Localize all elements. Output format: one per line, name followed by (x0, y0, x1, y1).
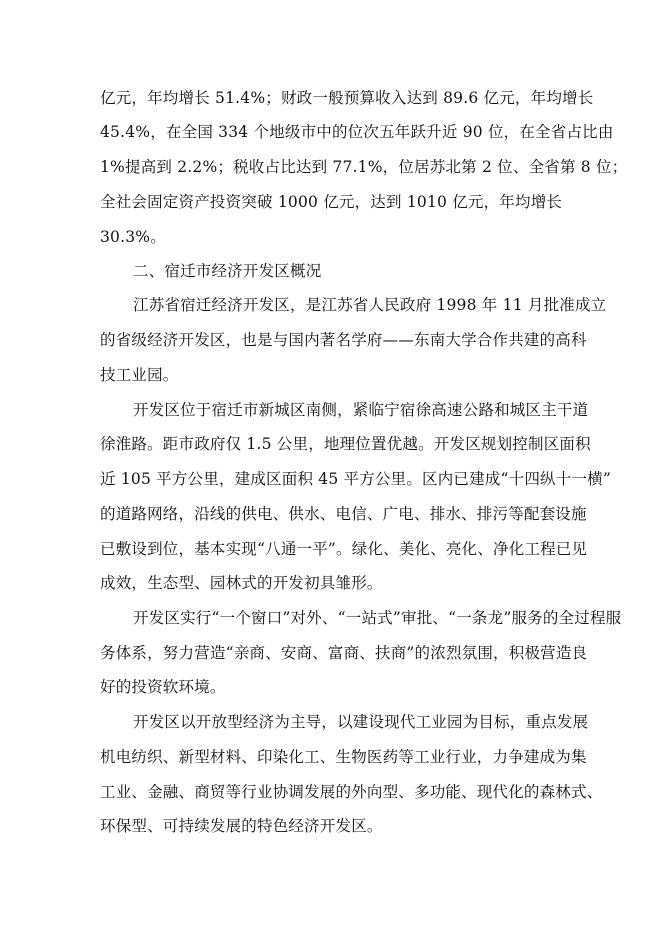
para5-line: 工业、金融、商贸等行业协调发展的外向型、多功能、现代化的森林式、 (100, 783, 603, 801)
section-heading: 二、宿迁市经济开发区概况 (133, 262, 322, 280)
para2-line: 技工业园。 (100, 366, 179, 384)
para4-line: 开发区实行“一个窗口”对外、“一站式”审批、“一条龙”服务的全过程服 (133, 609, 622, 627)
para3-line: 成效，生态型、园林式的开发初具雏形。 (100, 574, 383, 592)
para3-line: 已敷设到位，基本实现“八通一平”。绿化、美化、亮化、净化工程已见 (100, 540, 588, 558)
para4-line: 好的投资软环境。 (100, 678, 226, 696)
para4-line: 务体系，努力营造“亲商、安商、富商、扶商”的浓烈氛围，积极营造良 (100, 644, 588, 662)
para1-line: 1%提高到 2.2%；税收占比达到 77.1%，位居苏北第 2 位、全省第 8 位； (100, 158, 628, 176)
para1-line: 45.4%，在全国 334 个地级市中的位次五年跃升近 90 位，在全省占比由 (100, 123, 614, 141)
para5-line: 机电纺织、新型材料、印染化工、生物医药等工业行业，力争建成为集 (100, 748, 587, 766)
para5-line: 开发区以开放型经济为主导，以建设现代工业园为目标，重点发展 (133, 713, 589, 731)
para1-line: 全社会固定资产投资突破 1000 亿元，达到 1010 亿元，年均增长 (100, 193, 563, 211)
para5-line: 环保型、可持续发展的特色经济开发区。 (100, 817, 383, 835)
para2-line: 江苏省宿迁经济开发区，是江苏省人民政府 1998 年 11 月批准成立 (133, 296, 607, 314)
para1-line: 30.3%。 (100, 228, 166, 246)
para3-line: 的道路网络，沿线的供电、供水、电信、广电、排水、排污等配套设施 (100, 505, 587, 523)
para3-line: 近 105 平方公里，建成区面积 45 平方公里。区内已建成“十四纵十一横” (100, 470, 611, 488)
para3-line: 徐淮路。距市政府仅 1.5 公里，地理位置优越。开发区规划控制区面积 (100, 435, 591, 453)
para2-line: 的省级经济开发区，也是与国内著名学府——东南大学合作共建的高科 (100, 331, 587, 349)
para1-line: 亿元，年均增长 51.4%；财政一般预算收入达到 89.6 亿元，年均增长 (100, 89, 594, 107)
para3-line: 开发区位于宿迁市新城区南侧，紧临宁宿徐高速公路和城区主干道 (133, 401, 589, 419)
